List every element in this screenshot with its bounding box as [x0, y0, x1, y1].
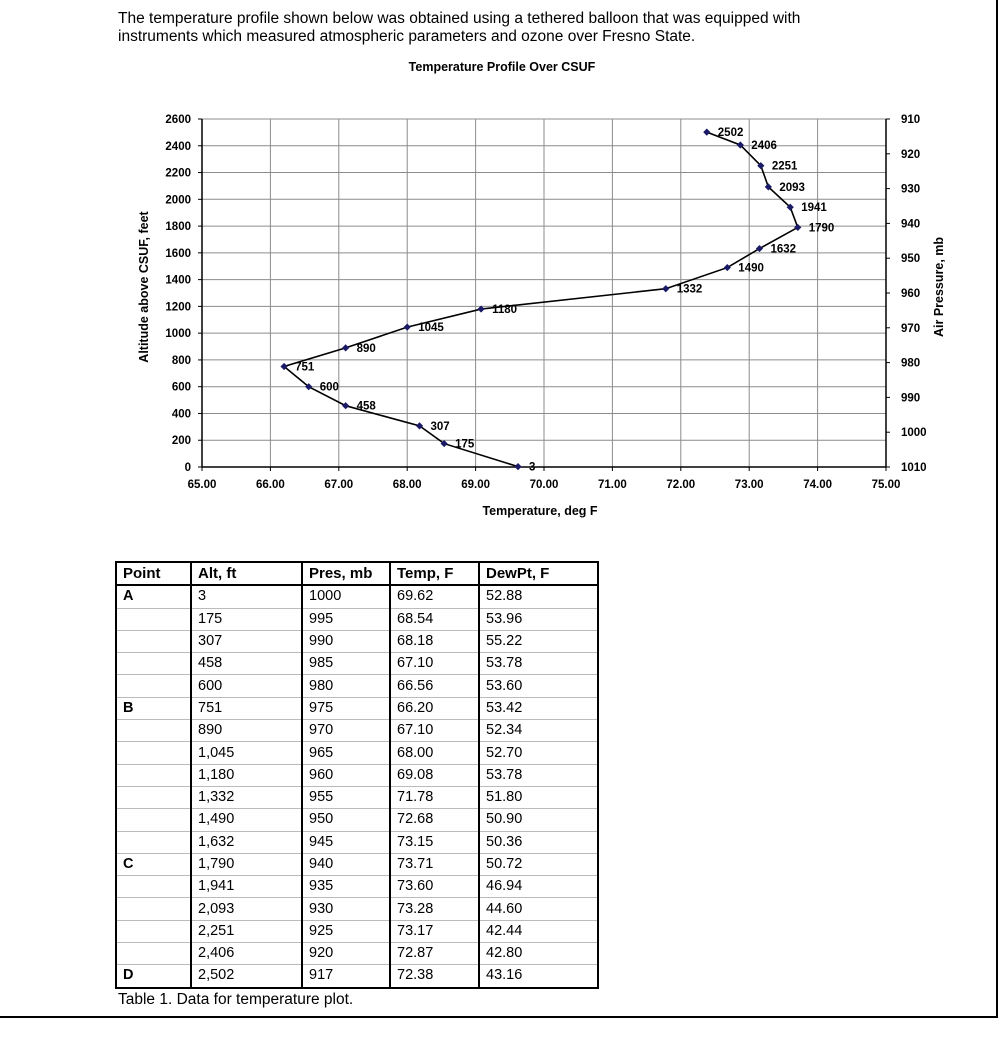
y2-tick-label: 1000 [901, 427, 927, 440]
cell-temp: 68.18 [390, 630, 479, 652]
data-point-marker [724, 264, 731, 271]
data-point-label: 175 [455, 438, 475, 451]
y-tick-label: 1400 [165, 274, 191, 287]
page-border-bottom [0, 1016, 998, 1018]
cell-dewpt: 52.34 [479, 720, 598, 742]
cell-alt: 1,045 [191, 742, 302, 764]
cell-pres: 960 [302, 764, 390, 786]
cell-alt: 1,332 [191, 786, 302, 808]
cell-dewpt: 44.60 [479, 898, 598, 920]
table-row [116, 720, 598, 742]
cell-pres: 995 [302, 608, 390, 630]
cell-point [116, 608, 191, 630]
cell-pres: 920 [302, 943, 390, 965]
cell-point [116, 675, 191, 697]
cell-alt: 1,790 [191, 853, 302, 875]
cell-alt: 1,941 [191, 876, 302, 898]
data-table [115, 561, 599, 989]
cell-point: B [116, 697, 191, 719]
cell-pres: 935 [302, 876, 390, 898]
cell-temp: 72.38 [390, 965, 479, 988]
cell-temp: 68.00 [390, 742, 479, 764]
table-row [116, 585, 598, 608]
x-tick-label: 73.00 [734, 479, 764, 491]
cell-alt: 1,180 [191, 764, 302, 786]
cell-point [116, 742, 191, 764]
cell-point: D [116, 965, 191, 988]
cell-dewpt: 50.72 [479, 853, 598, 875]
table-row [116, 786, 598, 808]
cell-dewpt: 52.88 [479, 585, 598, 608]
table-row [116, 965, 598, 988]
y-tick-label: 2400 [165, 140, 191, 153]
x-tick-label: 70.00 [529, 479, 559, 491]
cell-alt: 2,093 [191, 898, 302, 920]
cell-point [116, 920, 191, 942]
cell-pres: 950 [302, 809, 390, 831]
data-point-label: 307 [430, 420, 450, 433]
data-point-marker [404, 324, 411, 331]
cell-point [116, 764, 191, 786]
intro-line-2: instruments which measured atmospheric parameters and ozone over Fresno State. [118, 28, 696, 45]
y2-tick-label: 910 [901, 114, 921, 126]
data-point-marker [756, 245, 763, 252]
cell-dewpt: 51.80 [479, 786, 598, 808]
cell-temp: 66.20 [390, 697, 479, 719]
x-tick-label: 67.00 [324, 479, 354, 491]
data-point-marker [514, 463, 521, 470]
cell-pres: 917 [302, 965, 390, 988]
y2-tick-label: 970 [901, 322, 921, 335]
header-pres: Pres, mb [302, 562, 390, 585]
cell-temp: 68.54 [390, 608, 479, 630]
data-point-label: 1941 [801, 202, 827, 215]
y2-tick-label: 930 [901, 183, 921, 196]
data-point-label: 2406 [751, 139, 777, 152]
y2-tick-label: 980 [901, 357, 921, 370]
cell-temp: 72.68 [390, 809, 479, 831]
x-tick-label: 72.00 [666, 479, 696, 491]
cell-dewpt: 53.60 [479, 675, 598, 697]
y-tick-label: 1800 [165, 221, 191, 234]
y2-tick-label: 940 [901, 218, 921, 231]
table-row [116, 653, 598, 675]
cell-pres: 925 [302, 920, 390, 942]
cell-temp: 71.78 [390, 786, 479, 808]
y2-tick-label: 1010 [901, 462, 927, 474]
y-tick-label: 1000 [165, 328, 191, 341]
cell-point [116, 898, 191, 920]
header-alt: Alt, ft [191, 562, 302, 585]
y2-tick-label: 920 [901, 148, 921, 161]
y2-tick-label: 950 [901, 253, 921, 266]
data-point-label: 1332 [676, 283, 703, 296]
cell-dewpt: 46.94 [479, 876, 598, 898]
cell-pres: 970 [302, 720, 390, 742]
y2-tick-label: 990 [901, 392, 921, 405]
x-tick-label: 74.00 [803, 479, 832, 491]
cell-temp: 72.87 [390, 943, 479, 965]
cell-temp: 73.17 [390, 920, 479, 942]
cell-alt: 175 [191, 608, 302, 630]
data-point-label: 1790 [808, 222, 835, 235]
data-point-marker [794, 224, 801, 231]
cell-dewpt: 42.44 [479, 920, 598, 942]
cell-point [116, 720, 191, 742]
y-axis-title: Altitude above CSUF, feet [137, 211, 151, 363]
cell-temp: 69.62 [390, 585, 479, 608]
table-row [116, 876, 598, 898]
cell-pres: 975 [302, 697, 390, 719]
cell-pres: 990 [302, 630, 390, 652]
cell-pres: 945 [302, 831, 390, 853]
y-tick-label: 600 [171, 381, 191, 394]
cell-point [116, 786, 191, 808]
table-row [116, 853, 598, 875]
table-caption: Table 1. Data for temperature plot. [118, 991, 354, 1008]
cell-point: A [116, 585, 191, 608]
cell-alt: 2,406 [191, 943, 302, 965]
y-tick-label: 400 [171, 408, 191, 421]
table-row [116, 920, 598, 942]
cell-dewpt: 55.22 [479, 630, 598, 652]
data-point-label: 1180 [492, 304, 518, 317]
cell-alt: 1,632 [191, 831, 302, 853]
x-tick-label: 75.00 [871, 479, 901, 491]
table-row [116, 943, 598, 965]
data-point-label: 458 [356, 400, 376, 413]
y-tick-label: 0 [184, 462, 191, 474]
cell-alt: 600 [191, 675, 302, 697]
y-tick-label: 2200 [165, 167, 191, 180]
cell-dewpt: 53.42 [479, 697, 598, 719]
cell-dewpt: 43.16 [479, 965, 598, 988]
x-tick-label: 66.00 [256, 479, 285, 491]
data-point-label: 2251 [771, 160, 798, 173]
cell-pres: 965 [302, 742, 390, 764]
table-row [116, 697, 598, 719]
data-point-label: 2502 [717, 127, 744, 140]
data-point-marker [662, 285, 669, 292]
cell-alt: 307 [191, 630, 302, 652]
table-row [116, 898, 598, 920]
y-tick-label: 1600 [165, 247, 191, 260]
cell-dewpt: 53.96 [479, 608, 598, 630]
y-tick-label: 800 [171, 354, 191, 367]
table-row [116, 764, 598, 786]
data-point-marker [342, 402, 349, 409]
cell-dewpt: 53.78 [479, 764, 598, 786]
cell-temp: 73.60 [390, 876, 479, 898]
cell-pres: 1000 [302, 585, 390, 608]
cell-point [116, 630, 191, 652]
data-point-label: 890 [356, 342, 376, 355]
data-point-label: 751 [295, 361, 315, 374]
cell-temp: 67.10 [390, 720, 479, 742]
cell-alt: 2,251 [191, 920, 302, 942]
table-row [116, 742, 598, 764]
data-point-label: 3 [529, 461, 536, 474]
data-point-label: 600 [319, 381, 339, 394]
cell-point [116, 653, 191, 675]
cell-pres: 980 [302, 675, 390, 697]
cell-point [116, 943, 191, 965]
header-dewpt: DewPt, F [479, 562, 598, 585]
table-row [116, 608, 598, 630]
cell-alt: 751 [191, 697, 302, 719]
cell-point: C [116, 853, 191, 875]
y-tick-label: 200 [171, 435, 191, 448]
data-point-label: 1045 [418, 322, 444, 335]
table-row [116, 675, 598, 697]
cell-temp: 66.56 [390, 675, 479, 697]
data-point-marker [342, 344, 349, 351]
cell-alt: 458 [191, 653, 302, 675]
x-tick-label: 65.00 [187, 479, 217, 491]
chart-title: Temperature Profile Over CSUF [408, 60, 596, 74]
header-temp: Temp, F [390, 562, 479, 585]
data-point-marker [703, 129, 710, 136]
cell-dewpt: 52.70 [479, 742, 598, 764]
y2-axis-title: Air Pressure, mb [932, 236, 946, 338]
cell-dewpt: 42.80 [479, 943, 598, 965]
cell-dewpt: 50.90 [479, 809, 598, 831]
cell-point [116, 876, 191, 898]
cell-point [116, 831, 191, 853]
y-tick-label: 2600 [165, 114, 191, 126]
cell-temp: 67.10 [390, 653, 479, 675]
cell-pres: 955 [302, 786, 390, 808]
cell-alt: 890 [191, 720, 302, 742]
y-tick-label: 2000 [165, 194, 191, 207]
table-row [116, 809, 598, 831]
cell-pres: 940 [302, 853, 390, 875]
x-tick-label: 69.00 [461, 479, 490, 491]
cell-alt: 1,490 [191, 809, 302, 831]
cell-dewpt: 53.78 [479, 653, 598, 675]
data-point-label: 1632 [770, 243, 797, 256]
data-point-label: 1490 [738, 262, 764, 275]
x-tick-label: 71.00 [598, 479, 627, 491]
cell-pres: 930 [302, 898, 390, 920]
table-row [116, 831, 598, 853]
cell-temp: 73.15 [390, 831, 479, 853]
cell-pres: 985 [302, 653, 390, 675]
intro-line-1: The temperature profile shown below was obtained using a tethered balloon that was equipped with [118, 10, 801, 27]
y-tick-label: 1200 [165, 301, 191, 314]
cell-point [116, 809, 191, 831]
y2-tick-label: 960 [901, 288, 921, 300]
cell-dewpt: 50.36 [479, 831, 598, 853]
page-border-right [996, 0, 998, 1018]
table-row [116, 630, 598, 652]
cell-alt: 3 [191, 585, 302, 608]
cell-temp: 73.71 [390, 853, 479, 875]
data-point-label: 2093 [779, 181, 805, 194]
cell-temp: 73.28 [390, 898, 479, 920]
table-header-row [116, 562, 598, 585]
header-point: Point [116, 562, 191, 585]
x-axis-title: Temperature, deg F [482, 504, 598, 518]
temperature-line [284, 132, 798, 466]
cell-alt: 2,502 [191, 965, 302, 988]
x-tick-label: 68.00 [392, 479, 422, 491]
cell-temp: 69.08 [390, 764, 479, 786]
